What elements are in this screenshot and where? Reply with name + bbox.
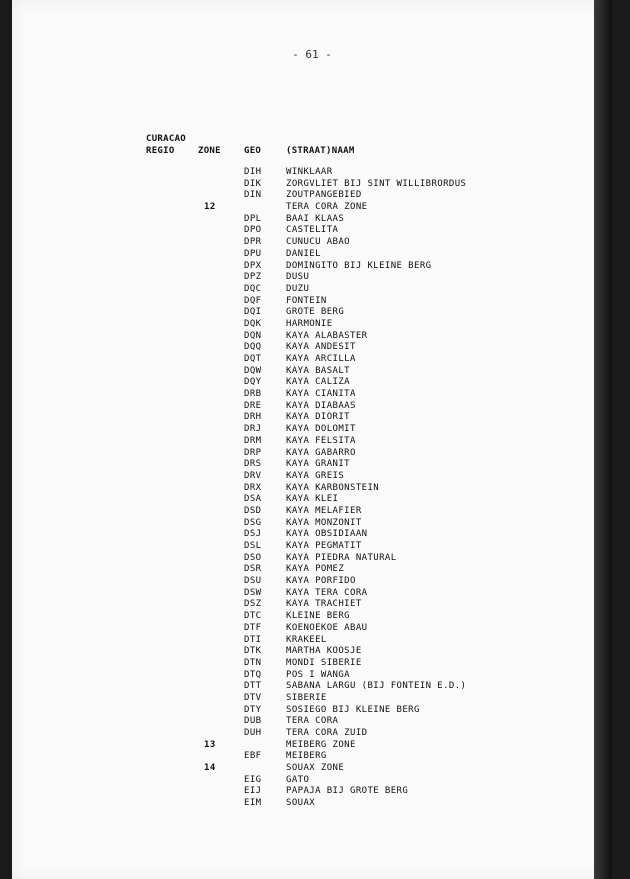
table-row <box>12 681 612 693</box>
table-row <box>12 786 612 798</box>
table-row <box>12 798 612 810</box>
street-name-cell: KAYA ARCILLA <box>286 354 356 364</box>
table-row <box>12 412 612 424</box>
geo-code-cell: DPO <box>244 225 262 236</box>
table-row <box>12 296 612 308</box>
table-row <box>12 307 612 319</box>
geo-code-cell: DQI <box>244 307 262 318</box>
table-row <box>12 448 612 460</box>
header-regio-line2: REGIO <box>146 146 175 156</box>
table-row <box>12 225 612 237</box>
street-name-cell: KAYA BASALT <box>286 365 351 376</box>
street-name-cell: KAYA CALIZA <box>286 377 351 388</box>
street-name-cell: CASTELITA <box>286 225 339 236</box>
geo-code-cell: DTK <box>244 646 262 657</box>
geo-code-cell: DIH <box>244 167 262 177</box>
street-name-cell: KOENOEKOE ABAU <box>286 622 368 633</box>
street-name-cell: KAYA ALABASTER <box>286 330 368 341</box>
geo-code-cell: DTQ <box>244 669 262 680</box>
table-row <box>12 284 612 296</box>
street-name-cell: TERA CORA <box>286 716 339 727</box>
street-name-cell: MONDI SIBERIE <box>286 657 362 668</box>
street-name-cell: KAYA DIABAAS <box>286 400 356 411</box>
page-edge-shadow <box>594 0 612 879</box>
header-zone: ZONE <box>198 146 221 156</box>
table-row <box>12 576 612 588</box>
street-name-cell: ZORGVLIET BIJ SINT WILLIBRORDUS <box>286 178 467 189</box>
table-row <box>12 436 612 448</box>
street-name-cell: KAYA MELAFIER <box>286 505 362 516</box>
street-name-cell: KAYA PIEDRA NATURAL <box>286 552 397 563</box>
table-row <box>12 319 612 331</box>
street-name-cell: KLEINE BERG <box>286 611 351 622</box>
geo-code-cell: EIJ <box>244 786 262 797</box>
table-row <box>12 599 612 611</box>
street-name-cell: KAYA CIANITA <box>286 389 356 400</box>
geo-code-cell: DPZ <box>244 272 262 283</box>
street-name-cell: SOUAX ZONE <box>286 763 345 774</box>
street-name-cell: KAYA ANDESIT <box>286 342 356 353</box>
table-row <box>12 354 612 366</box>
geo-code-cell: DPU <box>244 248 262 259</box>
street-name-cell: KAYA OBSIDIAAN <box>286 529 368 540</box>
table-row <box>12 424 612 436</box>
street-name-cell: DUSU <box>286 272 310 283</box>
table-row <box>12 342 612 354</box>
street-name-cell: SIBERIE <box>286 692 327 703</box>
table-row <box>12 658 612 670</box>
street-name-cell: MARTHA KOOSJE <box>286 646 362 657</box>
geo-code-cell: DQQ <box>244 342 262 353</box>
table-row <box>12 611 612 623</box>
table-row <box>12 366 612 378</box>
table-row <box>12 693 612 705</box>
street-name-cell: WINKLAAR <box>286 167 333 177</box>
table-row <box>12 202 612 214</box>
geo-code-cell: DSR <box>244 564 262 575</box>
street-name-cell: KAYA GABARRO <box>286 447 356 458</box>
street-name-cell: KAYA TRACHIET <box>286 599 362 610</box>
table-row <box>12 716 612 728</box>
street-name-cell: KAYA KLEI <box>286 494 339 505</box>
street-name-cell: HARMONIE <box>286 318 333 329</box>
street-name-cell: KAYA DIORIT <box>286 412 351 423</box>
table-row <box>12 483 612 495</box>
table-row <box>12 401 612 413</box>
street-name-cell: SOUAX <box>286 798 316 809</box>
table-row <box>12 377 612 389</box>
street-name-cell: KAYA PORFIDO <box>286 576 356 587</box>
geo-code-cell: DSA <box>244 494 262 505</box>
geo-code-cell: DIK <box>244 178 262 189</box>
table-row <box>12 471 612 483</box>
table-row <box>12 775 612 787</box>
street-name-cell: BAAI KLAAS <box>286 213 345 224</box>
street-name-cell: GROTE BERG <box>286 307 345 318</box>
header-regio-line1: CURACAO <box>146 134 187 144</box>
table-row <box>12 261 612 273</box>
street-name-cell: KAYA FELSITA <box>286 435 356 446</box>
table-row <box>12 564 612 576</box>
geo-code-cell: DQK <box>244 318 262 329</box>
street-name-cell: KAYA DOLOMIT <box>286 424 356 435</box>
geo-code-cell: DUB <box>244 716 262 727</box>
geo-code-cell: DRE <box>244 400 262 411</box>
table-row <box>12 331 612 343</box>
page-number: - 61 - <box>292 48 332 61</box>
street-name-cell: SOSIEGO BIJ KLEINE BERG <box>286 704 420 715</box>
table-row <box>12 272 612 284</box>
geo-code-cell: EIM <box>244 798 262 809</box>
table-row <box>12 529 612 541</box>
geo-code-cell: DSL <box>244 541 262 551</box>
street-name-cell: GATO <box>286 774 310 785</box>
table-row <box>12 588 612 600</box>
table-row <box>12 635 612 647</box>
street-name-cell: PAPAJA BIJ GROTE BERG <box>286 786 409 797</box>
geo-code-cell: DQY <box>244 377 262 388</box>
geo-code-cell: EBF <box>244 751 262 762</box>
document-page <box>12 0 612 879</box>
geo-code-cell: DQT <box>244 354 262 364</box>
geo-code-cell: DSO <box>244 552 262 563</box>
geo-code-cell: DTN <box>244 657 262 668</box>
table-row <box>12 623 612 635</box>
geo-code-cell: DSZ <box>244 599 262 610</box>
table-row <box>12 740 612 752</box>
table-row <box>12 670 612 682</box>
header-geo: GEO <box>244 146 262 156</box>
geo-code-cell: DPR <box>244 237 262 248</box>
table-row <box>12 751 612 763</box>
table-row <box>12 190 612 202</box>
geo-code-cell: DQN <box>244 330 262 341</box>
geo-code-cell: DSW <box>244 587 262 598</box>
table-row <box>12 646 612 658</box>
street-name-cell: KAYA GRANIT <box>286 459 351 470</box>
street-name-cell: MEIBERG <box>286 751 327 762</box>
table-row <box>12 249 612 261</box>
table-row <box>12 179 612 191</box>
header-name: (STRAAT)NAAM <box>286 146 355 156</box>
table-row <box>12 389 612 401</box>
geo-code-cell: DTI <box>244 634 262 645</box>
street-name-cell: KAYA TERA CORA <box>286 587 368 598</box>
geo-code-cell: DSJ <box>244 529 262 540</box>
geo-code-cell: DQW <box>244 365 262 376</box>
geo-code-cell: EIG <box>244 774 262 785</box>
geo-code-cell: DSU <box>244 576 262 587</box>
street-name-cell: CUNUCU ABAO <box>286 237 351 248</box>
street-name-cell: KAYA MONZONIT <box>286 517 362 528</box>
geo-code-cell: DRH <box>244 412 262 423</box>
table-row <box>12 506 612 518</box>
geo-code-cell: DRM <box>244 435 262 446</box>
geo-code-cell: DQF <box>244 295 262 306</box>
zone-cell: 13 <box>204 739 216 750</box>
geo-code-cell: DTT <box>244 681 262 692</box>
street-name-cell: TERA CORA ZUID <box>286 728 368 738</box>
street-list <box>12 167 612 810</box>
street-name-cell: KAYA PEGMATIT <box>286 541 362 551</box>
table-row <box>12 705 612 717</box>
street-name-cell: KAYA POMEZ <box>286 564 345 575</box>
geo-code-cell: DRV <box>244 470 262 481</box>
geo-code-cell: DTV <box>244 692 262 703</box>
street-name-cell: DUZU <box>286 283 310 294</box>
table-row <box>12 494 612 506</box>
street-name-cell: ZOUTPANGEBIED <box>286 190 362 201</box>
geo-code-cell: DRP <box>244 447 262 458</box>
zone-cell: 12 <box>204 202 216 213</box>
geo-code-cell: DTF <box>244 622 262 633</box>
table-row <box>12 167 612 179</box>
table-row <box>12 553 612 565</box>
table-row <box>12 459 612 471</box>
geo-code-cell: DPL <box>244 213 262 224</box>
street-name-cell: KRAKEEL <box>286 634 327 645</box>
street-name-cell: KAYA KARBONSTEIN <box>286 482 380 493</box>
geo-code-cell: DRS <box>244 459 262 470</box>
table-row <box>12 541 612 553</box>
zone-cell: 14 <box>204 763 216 774</box>
street-name-cell: KAYA GREIS <box>286 470 345 481</box>
geo-code-cell: DQC <box>244 283 262 294</box>
table-row <box>12 518 612 530</box>
table-row <box>12 728 612 740</box>
geo-code-cell: DTY <box>244 704 262 715</box>
street-name-cell: FONTEIN <box>286 295 327 306</box>
geo-code-cell: DRB <box>244 389 262 400</box>
street-name-cell: SABANA LARGU (BIJ FONTEIN E.D.) <box>286 681 467 692</box>
geo-code-cell: DIN <box>244 190 262 201</box>
street-name-cell: MEIBERG ZONE <box>286 739 356 750</box>
geo-code-cell: DSG <box>244 517 262 528</box>
street-name-cell: DANIEL <box>286 248 321 259</box>
street-name-cell: DOMINGITO BIJ KLEINE BERG <box>286 260 432 271</box>
geo-code-cell: DTC <box>244 611 262 622</box>
geo-code-cell: DRX <box>244 482 262 493</box>
geo-code-cell: DSD <box>244 505 262 516</box>
geo-code-cell: DPX <box>244 260 262 271</box>
table-row <box>12 214 612 226</box>
geo-code-cell: DRJ <box>244 424 262 435</box>
street-name-cell: POS I WANGA <box>286 669 351 680</box>
table-row <box>12 763 612 775</box>
geo-code-cell: DUH <box>244 728 262 738</box>
street-name-cell: TERA CORA ZONE <box>286 202 368 213</box>
table-row <box>12 237 612 249</box>
